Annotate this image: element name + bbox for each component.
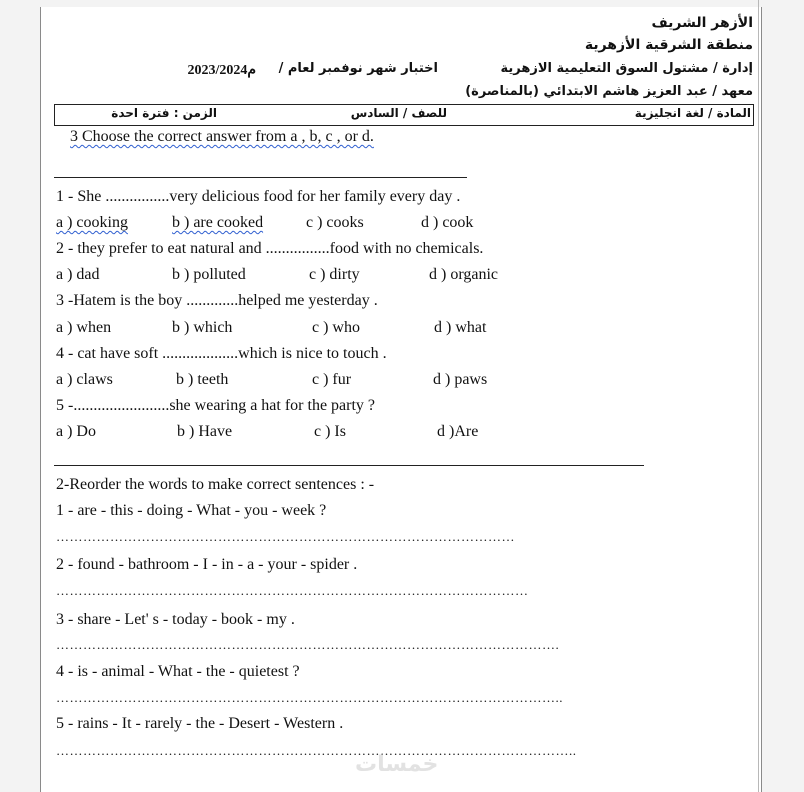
q5-option-a: a ) Do (56, 423, 96, 440)
section1-heading: 3 Choose the correct answer from a , b, c , or d. (70, 128, 374, 145)
q1-option-b: b ) are cooked (172, 214, 264, 231)
q2-option-d: d ) organic (429, 266, 499, 283)
q3-option-a: a ) when (56, 319, 112, 336)
q4-option-a: a ) claws (56, 371, 113, 388)
reorder-item-2: 2 - found - bathroom - I - in - a - your - spider . (56, 556, 358, 573)
document-page (40, 7, 762, 792)
q5-option-d: d )Are (437, 423, 479, 440)
question-2-text: 2 - they prefer to eat natural and ................food with no chemicals. (56, 240, 484, 257)
q2-option-a: a ) dad (56, 266, 100, 283)
section2-heading: 2-Reorder the words to make correct sentences : - (56, 476, 375, 493)
q2-option-c: c ) dirty (309, 266, 360, 283)
question-5-text: 5 -........................she wearing a hat for the party ? (56, 397, 376, 414)
answer-line-2: …………………………………………………………………………………………… (56, 583, 529, 598)
page-edge (758, 0, 759, 792)
answer-line-5: …………………………………………………………………………………………………….. (56, 743, 577, 758)
question-4-text: 4 - cat have soft ...................which is nice to touch . (56, 345, 387, 362)
reorder-item-1: 1 - are - this - doing - What - you - week ? (56, 502, 327, 519)
q5-option-b: b ) Have (177, 423, 233, 440)
question-1-text: 1 - She ................very delicious food for her family every day . (56, 188, 461, 205)
divider (54, 177, 467, 178)
header-line-1: الأزهر الشريف (651, 15, 753, 31)
header-exam-year: 2023/2024م (187, 63, 256, 78)
q3-option-b: b ) which (172, 319, 233, 336)
answer-line-3: …………………………………………………………………………………………………. (56, 637, 560, 652)
grade-label: للصف / السادس (350, 106, 447, 120)
question-3-text: 3 -Hatem is the boy .............helped me yesterday . (56, 292, 378, 309)
q1-option-c: c ) cooks (306, 214, 364, 231)
time-label: الزمن : فترة احدة (111, 106, 217, 120)
header-administration: إدارة / مشتول السوق التعليمية الازهرية (500, 61, 753, 76)
q3-option-d: d ) what (434, 319, 487, 336)
q1-option-d: d ) cook (421, 214, 474, 231)
q1-option-a: a ) cooking (56, 214, 128, 231)
q5-option-c: c ) Is (314, 423, 346, 440)
header-line-2: منطقة الشرقية الأزهرية (584, 37, 753, 53)
q4-option-b: b ) teeth (176, 371, 229, 388)
q2-option-b: b ) polluted (172, 266, 246, 283)
answer-line-4: ………………………………………………………………………………………………….. (56, 690, 563, 705)
divider (54, 465, 644, 466)
q4-option-d: d ) paws (433, 371, 488, 388)
q3-option-c: c ) who (312, 319, 360, 336)
reorder-item-5: 5 - rains - It - rarely - the - Desert - Western . (56, 715, 344, 732)
watermark-logo: خمسات (355, 752, 439, 777)
reorder-item-4: 4 - is - animal - What - the - quietest ? (56, 663, 300, 680)
q4-option-c: c ) fur (312, 371, 352, 388)
answer-line-1: ………………………………………………………………………………………… (56, 529, 515, 544)
reorder-item-3: 3 - share - Let' s - today - book - my . (56, 611, 295, 628)
subject-label: المادة / لغة انجليزية (634, 106, 751, 120)
header-institute: معهد / عبد العزيز هاشم الابتدائي (بالمناصرة) (465, 84, 753, 99)
header-exam-title: اختبار شهر نوفمبر لعام / (278, 61, 438, 76)
